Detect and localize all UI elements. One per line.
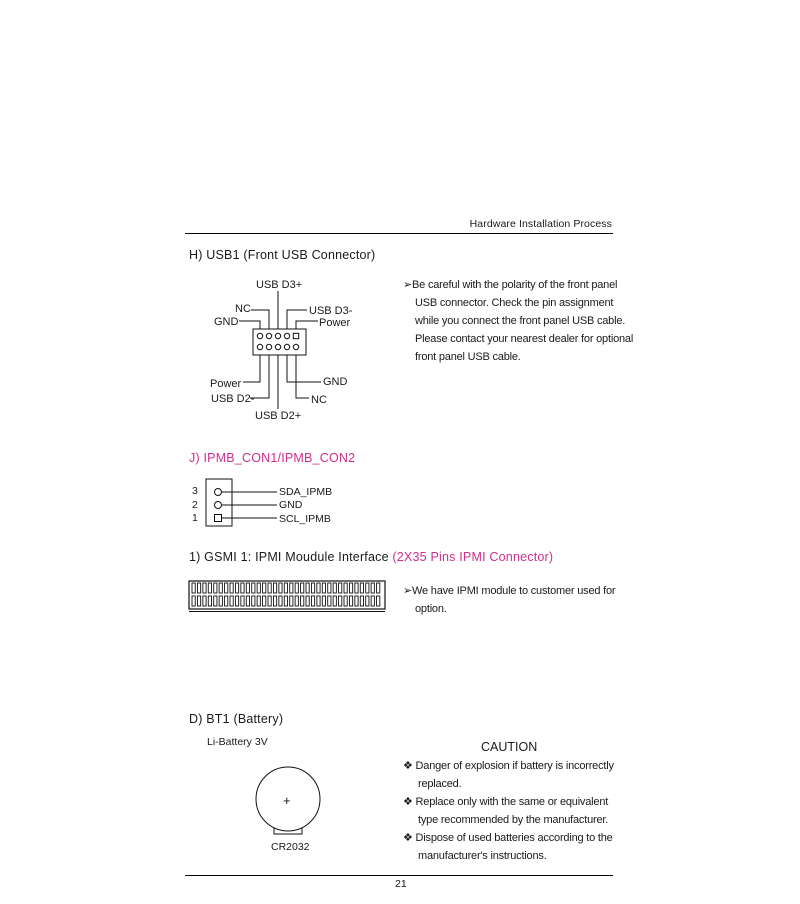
battery-section-title: D) BT1 (Battery) bbox=[189, 712, 284, 726]
ipmi-pin bbox=[301, 596, 304, 606]
ipmi-pin bbox=[279, 596, 282, 606]
ipmi-pin bbox=[371, 596, 374, 606]
ipmi-pin bbox=[235, 596, 238, 606]
pin-label-nc-top: NC bbox=[235, 303, 251, 315]
pin-label-usb-d2-minus: USB D2- bbox=[211, 393, 255, 405]
ipmi-pin bbox=[273, 583, 276, 593]
ipmi-pin bbox=[306, 596, 309, 606]
ipmi-pin bbox=[344, 596, 347, 606]
caution-title: CAUTION bbox=[481, 740, 538, 754]
ipmi-pin bbox=[360, 583, 363, 593]
ipmi-pin bbox=[333, 596, 336, 606]
ipmb-pin-label: GND bbox=[279, 499, 303, 511]
ipmi-pin bbox=[377, 583, 380, 593]
header-rule bbox=[185, 233, 613, 234]
ipmb-connector-diagram bbox=[205, 478, 280, 528]
ipmi-pin bbox=[252, 583, 255, 593]
page-number: 21 bbox=[395, 878, 407, 890]
ipmi-pin bbox=[328, 583, 331, 593]
running-header: Hardware Installation Process bbox=[469, 218, 612, 230]
ipmi-pin bbox=[339, 596, 342, 606]
battery-model: CR2032 bbox=[271, 841, 310, 853]
gsmi-note-line: option. bbox=[415, 603, 447, 615]
ipmi-pin bbox=[284, 596, 287, 606]
pin-label-power-top: Power bbox=[319, 317, 351, 329]
ipmb-pin-label: SDA_IPMB bbox=[279, 486, 333, 498]
ipmi-pin bbox=[360, 596, 363, 606]
ipmb-section-title: J) IPMB_CON1/IPMB_CON2 bbox=[189, 451, 356, 465]
pin-label-gnd-bottom: GND bbox=[323, 376, 348, 388]
diamond-bullet-icon: ❖ bbox=[403, 796, 413, 808]
ipmi-pin bbox=[311, 596, 314, 606]
ipmi-pin bbox=[197, 596, 200, 606]
ipmi-pin bbox=[322, 596, 325, 606]
footer-rule bbox=[185, 875, 613, 876]
caution-item-text: Danger of explosion if battery is incorrectly bbox=[415, 760, 614, 772]
gsmi-title-main: 1) GSMI 1: IPMI Moudule Interface bbox=[189, 550, 393, 564]
ipmi-pin bbox=[263, 583, 266, 593]
ipmi-pin bbox=[192, 583, 195, 593]
ipmi-pin bbox=[306, 583, 309, 593]
ipmi-pin bbox=[252, 596, 255, 606]
ipmi-pin bbox=[246, 583, 249, 593]
ipmi-pin bbox=[230, 583, 233, 593]
ipmi-pin bbox=[203, 596, 206, 606]
gsmi-section-title bbox=[189, 550, 553, 564]
ipmi-pin bbox=[355, 583, 358, 593]
ipmb-pin-label: SCL_IPMB bbox=[279, 513, 331, 525]
ipmi-pin bbox=[192, 596, 195, 606]
ipmi-pin bbox=[279, 583, 282, 593]
usb-note-line: Be careful with the polarity of the front panel bbox=[412, 279, 618, 291]
ipmi-pin bbox=[268, 583, 271, 593]
ipmi-pin bbox=[203, 583, 206, 593]
ipmi-pin bbox=[344, 583, 347, 593]
diamond-bullet-icon: ❖ bbox=[403, 832, 413, 844]
ipmi-pin bbox=[290, 596, 293, 606]
ipmi-pin bbox=[290, 583, 293, 593]
ipmi-pin bbox=[214, 583, 217, 593]
pin-label-power-bottom: Power bbox=[210, 378, 242, 390]
ipmi-pin bbox=[366, 583, 369, 593]
ipmi-pin bbox=[225, 583, 228, 593]
arrow-bullet-icon: ➢ bbox=[403, 279, 413, 291]
pin-label-usb-d2-plus: USB D2+ bbox=[255, 410, 302, 422]
caution-item-text: type recommended by the manufacturer. bbox=[418, 814, 609, 826]
ipmi-pin bbox=[349, 596, 352, 606]
ipmi-pin bbox=[197, 583, 200, 593]
ipmi-pin bbox=[273, 596, 276, 606]
caution-item-text: Dispose of used batteries according to the bbox=[415, 832, 613, 844]
gsmi-title-highlight: (2X35 Pins IPMI Connector) bbox=[392, 550, 554, 564]
ipmi-pin bbox=[301, 583, 304, 593]
ipmi-pin bbox=[284, 583, 287, 593]
ipmi-pin bbox=[322, 583, 325, 593]
pin-label-usb-d3-plus: USB D3+ bbox=[256, 279, 303, 291]
ipmi-pin bbox=[371, 583, 374, 593]
ipmi-pin bbox=[214, 596, 217, 606]
usb-note-line: Please contact your nearest dealer for optional bbox=[415, 333, 634, 345]
pin-label-nc-bottom: NC bbox=[311, 394, 327, 406]
ipmb-pin-number: 2 bbox=[192, 499, 198, 511]
ipmi-pin bbox=[349, 583, 352, 593]
arrow-bullet-icon: ➢ bbox=[403, 585, 413, 597]
ipmi-pin bbox=[241, 583, 244, 593]
caution-item-text: replaced. bbox=[418, 778, 462, 790]
ipmi-pin bbox=[295, 583, 298, 593]
ipmi-pin bbox=[246, 596, 249, 606]
usb-note bbox=[403, 276, 633, 366]
ipmi-pin bbox=[333, 583, 336, 593]
ipmi-pin bbox=[230, 596, 233, 606]
battery-diagram bbox=[250, 762, 330, 842]
caution-list bbox=[403, 757, 614, 865]
ipmi-pin bbox=[208, 596, 211, 606]
ipmi-pin bbox=[219, 583, 222, 593]
ipmi-pin bbox=[311, 583, 314, 593]
ipmi-pin bbox=[241, 596, 244, 606]
ipmi-pin bbox=[328, 596, 331, 606]
ipmi-pin bbox=[339, 583, 342, 593]
ipmi-pin bbox=[235, 583, 238, 593]
ipmb-pin-number: 3 bbox=[192, 485, 198, 497]
usb-note-line: front panel USB cable. bbox=[415, 351, 521, 363]
usb-section-title: H) USB1 (Front USB Connector) bbox=[189, 248, 376, 262]
ipmi-pin bbox=[225, 596, 228, 606]
ipmi-pin bbox=[257, 596, 260, 606]
ipmi-pin bbox=[317, 583, 320, 593]
usb-connector-diagram bbox=[195, 270, 375, 430]
usb-note-line: USB connector. Check the pin assignment bbox=[415, 297, 614, 309]
battery-plus-sign: + bbox=[283, 793, 291, 808]
ipmi-connector-diagram bbox=[188, 580, 388, 616]
pin-label-usb-d3-minus: USB D3- bbox=[309, 305, 353, 317]
gsmi-note bbox=[403, 582, 615, 618]
ipmi-pin bbox=[268, 596, 271, 606]
ipmi-pin bbox=[208, 583, 211, 593]
ipmi-pin bbox=[377, 596, 380, 606]
ipmb-pin-number: 1 bbox=[192, 512, 198, 524]
battery-type-label: Li-Battery 3V bbox=[207, 736, 268, 748]
ipmi-pin bbox=[295, 596, 298, 606]
ipmi-pin bbox=[317, 596, 320, 606]
ipmi-pin bbox=[219, 596, 222, 606]
gsmi-note-line: We have IPMI module to customer used for bbox=[412, 585, 616, 597]
ipmi-pin bbox=[257, 583, 260, 593]
usb-note-line: while you connect the front panel USB cable. bbox=[415, 315, 626, 327]
diamond-bullet-icon: ❖ bbox=[403, 760, 413, 772]
ipmi-pin bbox=[366, 596, 369, 606]
pin-label-gnd-top: GND bbox=[214, 316, 239, 328]
caution-item-text: Replace only with the same or equivalent bbox=[415, 796, 609, 808]
caution-item-text: manufacturer's instructions. bbox=[418, 850, 547, 862]
ipmi-pin bbox=[263, 596, 266, 606]
ipmi-pin bbox=[355, 596, 358, 606]
